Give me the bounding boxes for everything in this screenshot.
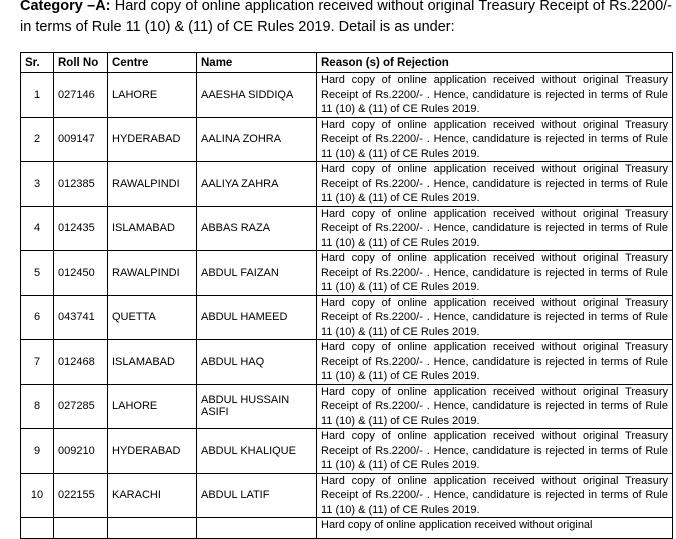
table-row <box>21 117 673 162</box>
roll-no-cell <box>54 518 108 539</box>
header-sr: Sr. <box>21 53 54 73</box>
header-centre: Centre <box>108 53 197 73</box>
centre-cell: LAHORE <box>108 384 197 429</box>
roll-no-cell: 012435 <box>54 206 108 251</box>
header-reason: Reason (s) of Rejection <box>317 53 673 73</box>
table-row <box>21 206 673 251</box>
sr-cell: 2 <box>21 117 54 162</box>
reason-cell: Hard copy of online application received without original Treasury Receipt of Rs.2200/- . Hence, candidature is rejected in terms of Rule 11 (10) & (11) of CE Rules 2019. <box>317 251 673 296</box>
centre-cell: ISLAMABAD <box>108 340 197 385</box>
header-roll-no: Roll No <box>54 53 108 73</box>
table-row <box>21 251 673 296</box>
sr-cell: 8 <box>21 384 54 429</box>
name-cell: AAESHA SIDDIQA <box>197 73 317 118</box>
table-row <box>21 73 673 118</box>
name-cell: ABDUL FAIZAN <box>197 251 317 296</box>
roll-no-cell: 009147 <box>54 117 108 162</box>
name-cell: AALIYA ZAHRA <box>197 162 317 207</box>
name-cell: AALINA ZOHRA <box>197 117 317 162</box>
sr-cell: 9 <box>21 429 54 474</box>
sr-cell: 7 <box>21 340 54 385</box>
sr-cell: 4 <box>21 206 54 251</box>
sr-cell: 6 <box>21 295 54 340</box>
sr-cell: 10 <box>21 473 54 518</box>
category-label: Category –A: <box>20 0 111 14</box>
name-cell: ABDUL HAMEED <box>197 295 317 340</box>
table-row <box>21 429 673 474</box>
table-row <box>21 473 673 518</box>
roll-no-cell: 009210 <box>54 429 108 474</box>
reason-cell: Hard copy of online application received without original Treasury Receipt of Rs.2200/- . Hence, candidature is rejected in terms of Rule 11 (10) & (11) of CE Rules 2019. <box>317 340 673 385</box>
roll-no-cell: 012385 <box>54 162 108 207</box>
reason-cell: Hard copy of online application received without original Treasury Receipt of Rs.2200/- . Hence, candidature is rejected in terms of Rule 11 (10) & (11) of CE Rules 2019. <box>317 295 673 340</box>
centre-cell: KARACHI <box>108 473 197 518</box>
name-cell: ABDUL KHALIQUE <box>197 429 317 474</box>
table-row <box>21 295 673 340</box>
centre-cell: HYDERABAD <box>108 429 197 474</box>
roll-no-cell: 027146 <box>54 73 108 118</box>
roll-no-cell: 022155 <box>54 473 108 518</box>
reason-cell: Hard copy of online application received without original Treasury Receipt of Rs.2200/- . Hence, candidature is rejected in terms of Rule 11 (10) & (11) of CE Rules 2019. <box>317 117 673 162</box>
table-header-row <box>21 53 673 73</box>
reason-cell: Hard copy of online application received without original Treasury Receipt of Rs.2200/- . Hence, candidature is rejected in terms of Rule 11 (10) & (11) of CE Rules 2019. <box>317 384 673 429</box>
header-name: Name <box>197 53 317 73</box>
centre-cell: HYDERABAD <box>108 117 197 162</box>
name-cell: ABDUL HAQ <box>197 340 317 385</box>
category-description: Hard copy of online application received without original Treasury Receipt of Rs.2200/- in terms of Rule 11 (10) & (11) of CE Rules 2019. Detail is as under: <box>20 0 672 35</box>
reason-cell: Hard copy of online application received without original Treasury Receipt of Rs.2200/- . Hence, candidature is rejected in terms of Rule 11 (10) & (11) of CE Rules 2019. <box>317 429 673 474</box>
centre-cell: LAHORE <box>108 73 197 118</box>
centre-cell: ISLAMABAD <box>108 206 197 251</box>
sr-cell: 1 <box>21 73 54 118</box>
centre-cell: QUETTA <box>108 295 197 340</box>
table-row <box>21 384 673 429</box>
name-cell: ABDUL HUSSAIN ASIFI <box>197 384 317 429</box>
table-row <box>21 518 673 539</box>
table-row <box>21 340 673 385</box>
sr-cell: 5 <box>21 251 54 296</box>
reason-cell: Hard copy of online application received without original Treasury Receipt of Rs.2200/- . Hence, candidature is rejected in terms of Rule 11 (10) & (11) of CE Rules 2019. <box>317 206 673 251</box>
reason-cell: Hard copy of online application received without original Treasury Receipt of Rs.2200/- . Hence, candidature is rejected in terms of Rule 11 (10) & (11) of CE Rules 2019. <box>317 73 673 118</box>
name-cell: ABBAS RAZA <box>197 206 317 251</box>
centre-cell: RAWALPINDI <box>108 251 197 296</box>
reason-cell: Hard copy of online application received without original Treasury Receipt of Rs.2200/- . Hence, candidature is rejected in terms of Rule 11 (10) & (11) of CE Rules 2019. <box>317 162 673 207</box>
roll-no-cell: 012468 <box>54 340 108 385</box>
sr-cell: 3 <box>21 162 54 207</box>
name-cell <box>197 518 317 539</box>
reason-cell: Hard copy of online application received without original <box>317 518 673 539</box>
roll-no-cell: 043741 <box>54 295 108 340</box>
sr-cell <box>21 518 54 539</box>
roll-no-cell: 027285 <box>54 384 108 429</box>
table-row <box>21 162 673 207</box>
rejection-table <box>20 52 673 539</box>
roll-no-cell: 012450 <box>54 251 108 296</box>
reason-cell: Hard copy of online application received without original Treasury Receipt of Rs.2200/- . Hence, candidature is rejected in terms of Rule 11 (10) & (11) of CE Rules 2019. <box>317 473 673 518</box>
category-intro <box>20 0 672 38</box>
centre-cell: RAWALPINDI <box>108 162 197 207</box>
centre-cell <box>108 518 197 539</box>
name-cell: ABDUL LATIF <box>197 473 317 518</box>
